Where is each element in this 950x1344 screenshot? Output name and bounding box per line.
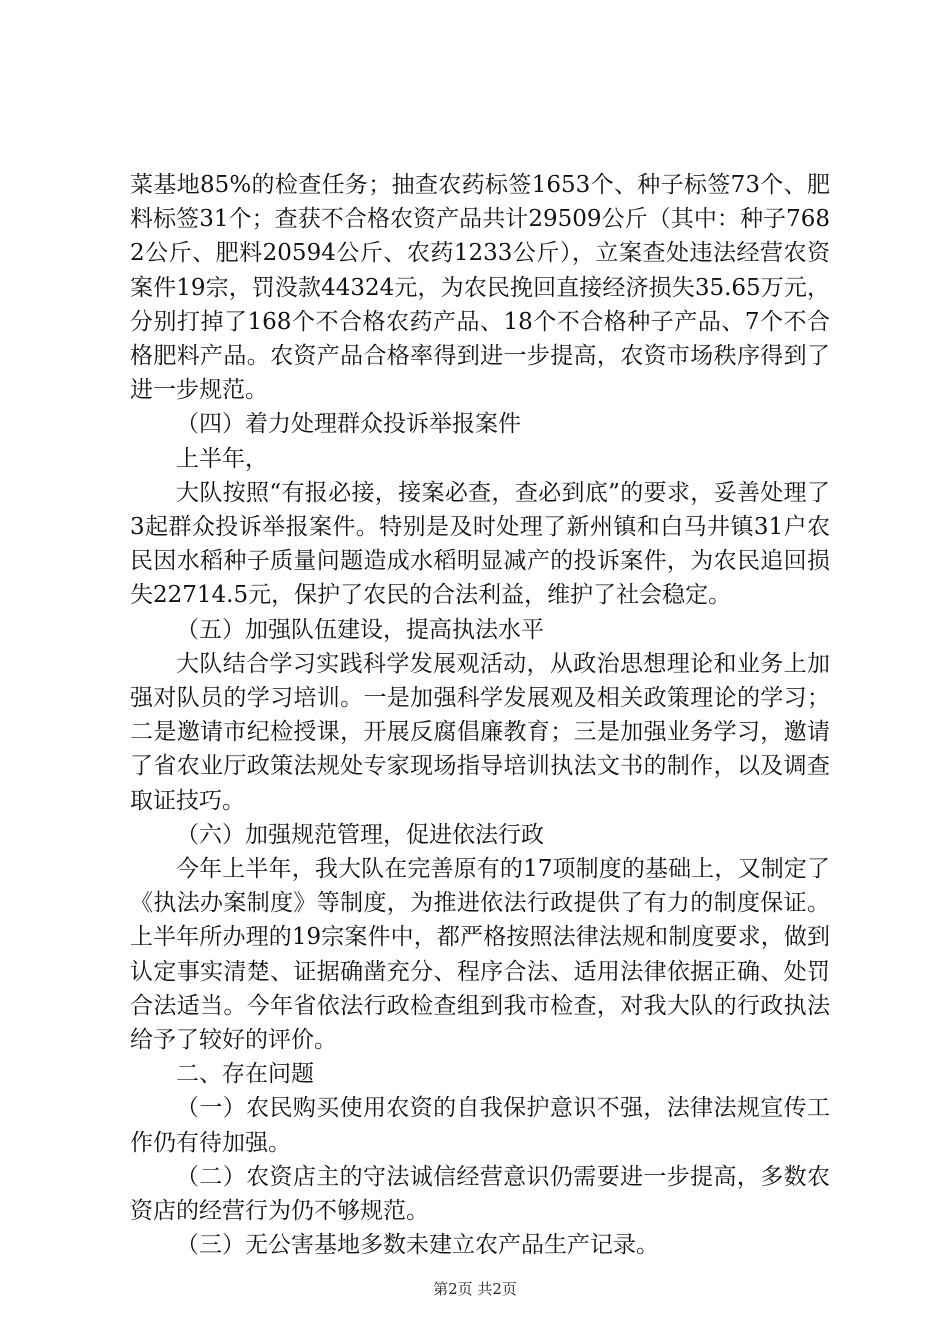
- paragraph-problem-2: （二）农资店主的守法诚信经营意识仍需要进一步提高，多数农资店的经营行为仍不够规范。: [130, 1163, 830, 1225]
- document-body: [130, 168, 830, 1263]
- section-heading-management: （六）加强规范管理，促进依法行政: [176, 821, 544, 848]
- paragraph-first-half: 上半年，: [176, 445, 268, 472]
- page-number-footer: 第2页 共2页: [433, 1280, 517, 1298]
- paragraph-problem-3: （三）无公害基地多数未建立农产品生产记录。: [176, 1232, 659, 1259]
- paragraph-team-training: 大队结合学习实践科学发展观活动，从政治思想理论和业务上加强对队员的学习培训。一是加强科学发展观及相关政策理论的学习；二是邀请市纪检授课，开展反腐倡廉教育；三是加强业务学习，邀请了省农业厅政策法规处专家现场指导培训执法文书的制作，以及调查取证技巧。: [130, 650, 830, 814]
- section-heading-complaints: （四）着力处理群众投诉举报案件: [176, 411, 521, 438]
- section-heading-team-building: （五）加强队伍建设，提高执法水平: [176, 616, 544, 643]
- paragraph-problem-1: （一）农民购买使用农资的自我保护意识不强，法律法规宣传工作仍有待加强。: [130, 1095, 830, 1156]
- section-heading-problems: 二、存在问题: [176, 1061, 314, 1088]
- paragraph-complaint-handling: 大队按照“有报必接，接案必查，查必到底”的要求，妥善处理了3起群众投诉举报案件。特别是及时处理了新州镇和白马井镇31户农民因水稻种子质量问题造成水稻明显减产的投诉案件，为农民追回损失22714.5元，保护了农民的合法利益，维护了社会稳定。: [130, 479, 830, 609]
- paragraph-inspection-results: 菜基地85%的检查任务；抽查农药标签1653个、种子标签73个、肥料标签31个；查获不合格农资产品共计29509公斤（其中：种子7682公斤、肥料20594公斤、农药1233公斤），立案查处违法经营农资案件19宗，罚没款44324元，为农民挽回直接经济损失35.65万元，分别打掉了168个不合格农药产品、18个不合格种子产品、7个不合格肥料产品。农资产品合格率得到进一步提高，农资市场秩序得到了进一步规范。: [130, 172, 830, 404]
- paragraph-management: 今年上半年，我大队在完善原有的17项制度的基础上，又制定了《执法办案制度》等制度，为推进依法行政提供了有力的制度保证。上半年所办理的19宗案件中，都严格按照法律法规和制度要求，做到认定事实清楚、证据确凿充分、程序合法、适用法律依据正确、处罚合法适当。今年省依法行政检查组到我市检查，对我大队的行政执法给予了较好的评价。: [130, 856, 830, 1054]
